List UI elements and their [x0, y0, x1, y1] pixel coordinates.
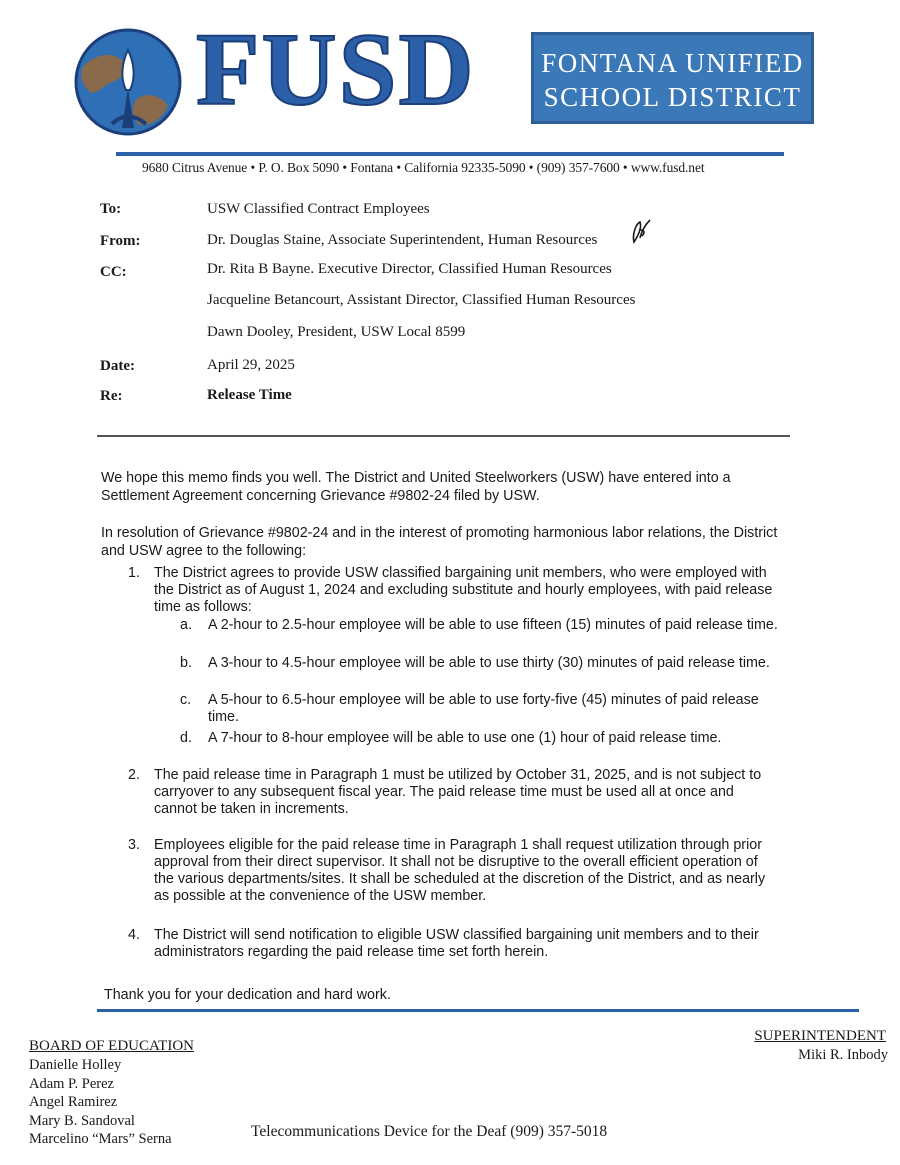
board-member: Danielle Holley	[29, 1057, 122, 1073]
sub-number: a.	[180, 617, 192, 633]
list-number: 3.	[128, 837, 140, 853]
list-item-3	[128, 837, 778, 905]
initials-signature-icon	[630, 216, 652, 246]
board-member: Mary B. Sandoval	[29, 1112, 135, 1129]
list-number: 2.	[128, 767, 140, 783]
list-text: The District will send notification to eligible USW classified bargaining unit members and to their administrators regarding the paid release time set forth herein.	[154, 927, 759, 960]
list-text: The paid release time in Paragraph 1 must be utilized by October 31, 2025, and is not subject to carryover to any subsequent fiscal year. The paid release time must be used all at once and cannot be taken in increments.	[154, 767, 762, 817]
list-text: Employees eligible for the paid release time in Paragraph 1 shall request utilization through prior approval from their direct supervisor. It shall not be disruptive to the overall efficient operation of the various departments/sites. It shall be scheduled at the discretion of the District, and as nearly as possible at the convenience of the USW member.	[154, 837, 766, 904]
sub-item-a	[180, 617, 780, 634]
intro-paragraph: We hope this memo finds you well. The District and United Steelworkers (USW) have entered into a Settlement Agreement concerning Grievance #9802-24 filed by USW.	[101, 470, 731, 504]
sub-number: c.	[180, 692, 192, 708]
sub-text: A 7-hour to 8-hour employee will be able to use one (1) hour of paid release time.	[208, 730, 722, 746]
re-value: Release Time	[207, 387, 292, 403]
closing-line: Thank you for your dedication and hard work.	[104, 987, 391, 1003]
district-name-line2: SCHOOL DISTRICT	[543, 82, 802, 112]
sub-text: A 3-hour to 4.5-hour employee will be able to use thirty (30) minutes of paid release time.	[208, 655, 770, 671]
cc-value-2: Jacqueline Betancourt, Assistant Director, Classified Human Resources	[207, 292, 636, 308]
logo-wordmark: FUSD	[196, 12, 476, 127]
date-label: Date:	[100, 358, 135, 374]
to-label: To:	[100, 201, 122, 217]
list-item-2	[128, 767, 778, 818]
board-members-list	[29, 1056, 172, 1149]
list-text: The District agrees to provide USW classified bargaining unit members, who were employed with the District as of August 1, 2024 and excluding substitute and hourly employees, with paid release time as follows:	[154, 565, 773, 615]
memo-divider	[97, 435, 790, 437]
header-divider	[116, 152, 784, 156]
cc-value-3: Dawn Dooley, President, USW Local 8599	[207, 324, 466, 340]
board-member: Marcelino “Mars” Serna	[29, 1131, 172, 1147]
date-value: April 29, 2025	[207, 357, 295, 373]
list-number: 1.	[128, 565, 140, 581]
sub-number: b.	[180, 655, 192, 671]
superintendent-name: Miki R. Inbody	[798, 1047, 888, 1063]
board-member: Adam P. Perez	[29, 1075, 114, 1092]
board-member: Angel Ramirez	[29, 1094, 118, 1110]
to-value: USW Classified Contract Employees	[207, 201, 430, 217]
sub-item-b	[180, 655, 780, 672]
list-number: 4.	[128, 927, 140, 943]
district-name-box	[531, 32, 814, 124]
cc-label: CC:	[100, 264, 127, 280]
tdd-line: Telecommunications Device for the Deaf (909) 357-5018	[251, 1123, 608, 1140]
sub-text: A 2-hour to 2.5-hour employee will be able to use fifteen (15) minutes of paid release time.	[208, 617, 778, 633]
district-logo-globe-icon	[72, 28, 184, 136]
cc-value-1: Dr. Rita B Bayne. Executive Director, Classified Human Resources	[207, 261, 612, 277]
resolution-paragraph: In resolution of Grievance #9802-24 and in the interest of promoting harmonious labor relations, the District and USW agree to the following:	[101, 525, 778, 559]
sub-item-c	[180, 692, 780, 726]
sub-text: A 5-hour to 6.5-hour employee will be able to use forty-five (45) minutes of paid release time.	[208, 692, 759, 725]
list-item-1	[128, 565, 778, 616]
address-line: 9680 Citrus Avenue • P. O. Box 5090 • Fontana • California 92335-5090 • (909) 357-7600 • www.fusd.net	[142, 160, 705, 175]
sub-item-d	[180, 730, 780, 747]
board-title: BOARD OF EDUCATION	[29, 1038, 195, 1054]
from-value: Dr. Douglas Staine, Associate Superintendent, Human Resources	[207, 232, 598, 248]
district-name-line1: FONTANA UNIFIED	[541, 48, 804, 78]
re-label: Re:	[100, 388, 123, 404]
sub-number: d.	[180, 730, 192, 746]
superintendent-title: SUPERINTENDENT	[754, 1028, 886, 1044]
from-label: From:	[100, 233, 141, 249]
footer-divider	[97, 1009, 859, 1012]
list-item-4	[128, 927, 778, 961]
